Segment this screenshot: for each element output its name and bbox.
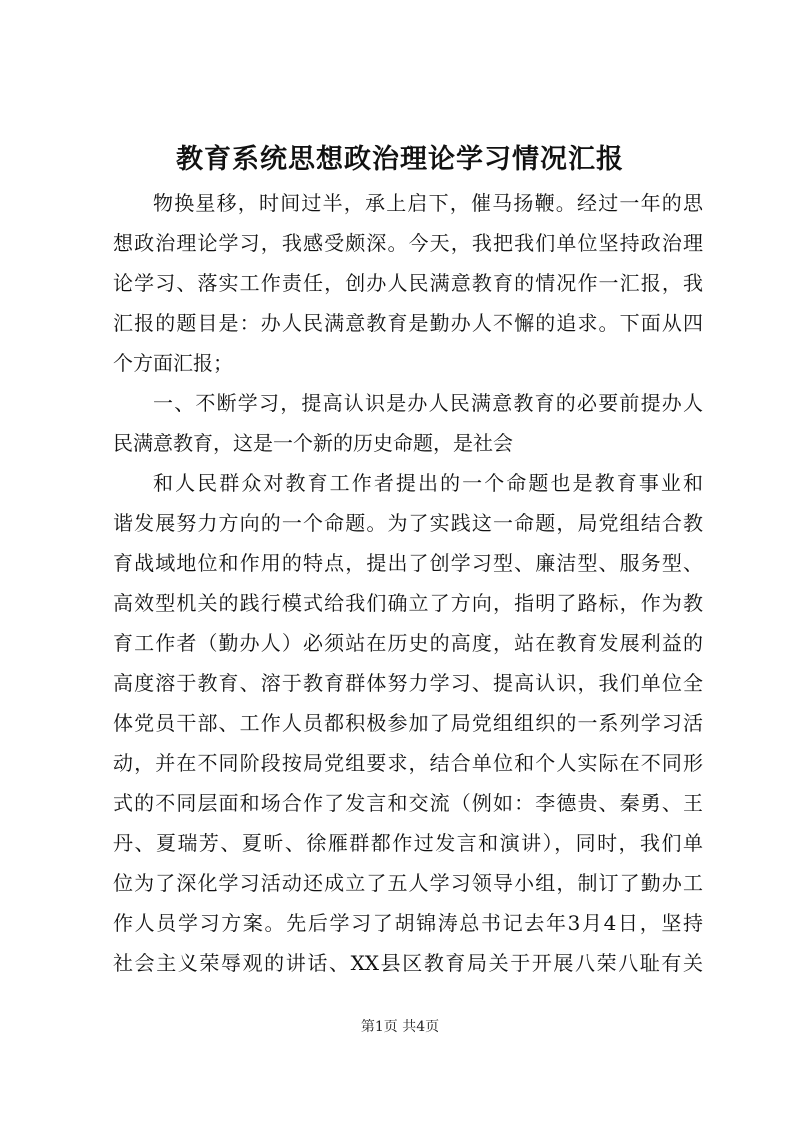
- page-number-footer: 第1页 共4页: [360, 1019, 440, 1035]
- paragraph-line: 物换星移，时间过半，承上启下，催马扬鞭。经过一年的思: [153, 191, 703, 215]
- paragraph-line: 育战域地位和作用的特点，提出了创学习型、廉洁型、服务型、: [113, 551, 703, 575]
- document-title: 教育系统思想政治理论学习情况汇报: [176, 144, 624, 175]
- paragraph-line: 汇报的题目是：办人民满意教育是勤办人不懈的追求。下面从四: [113, 311, 703, 335]
- paragraph-line: 想政治理论学习，我感受颇深。今天，我把我们单位坚持政治理: [113, 231, 703, 255]
- paragraph-line: 民满意教育，这是一个新的历史命题，是社会: [113, 431, 513, 455]
- paragraph-line: 和人民群众对教育工作者提出的一个命题也是教育事业和: [153, 471, 703, 495]
- paragraph-line: 社会主义荣辱观的讲话、XX县区教育局关于开展八荣八耻有关: [113, 951, 703, 975]
- paragraph-line: 个方面汇报；: [113, 351, 233, 375]
- paragraph-line: 一、不断学习，提高认识是办人民满意教育的必要前提办人: [153, 391, 703, 415]
- paragraph-line: 位为了深化学习活动还成立了五人学习领导小组，制订了勤办工: [113, 871, 703, 895]
- paragraph-line: 论学习、落实工作责任，创办人民满意教育的情况作一汇报，我: [113, 271, 703, 295]
- paragraph-line: 动，并在不同阶段按局党组要求，结合单位和个人实际在不同形: [113, 751, 703, 775]
- paragraph-line: 体党员干部、工作人员都积极参加了局党组组织的一系列学习活: [113, 711, 703, 735]
- paragraph-line: 谐发展努力方向的一个命题。为了实践这一命题，局党组结合教: [113, 511, 703, 535]
- document-body: [113, 183, 703, 983]
- paragraph-line: 高效型机关的践行模式给我们确立了方向，指明了路标，作为教: [113, 591, 703, 615]
- paragraph-line: 育工作者（勤办人）必须站在历史的高度，站在教育发展利益的: [113, 631, 703, 655]
- paragraph-line: 作人员学习方案。先后学习了胡锦涛总书记去年3月4日，坚持: [113, 911, 703, 935]
- paragraph-line: 丹、夏瑞芳、夏昕、徐雁群都作过发言和演讲），同时，我们单: [113, 831, 703, 855]
- paragraph-line: 式的不同层面和场合作了发言和交流（例如：李德贵、秦勇、王: [113, 791, 703, 815]
- paragraph-line: 高度溶于教育、溶于教育群体努力学习、提高认识，我们单位全: [113, 671, 703, 695]
